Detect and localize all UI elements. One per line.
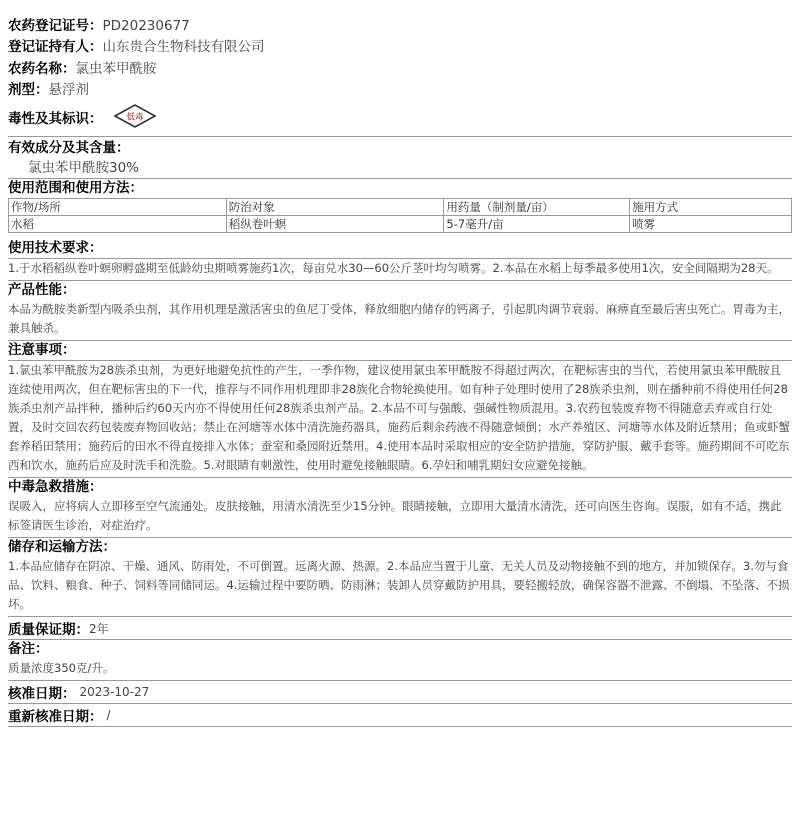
reapproval-date-value: / <box>106 708 111 722</box>
table-cell: 喷雾 <box>630 216 792 233</box>
holder-value: 山东贵合生物科技有限公司 <box>102 39 265 55</box>
approval-date-row <box>8 681 792 703</box>
performance-heading: 产品性能： <box>8 282 76 298</box>
table-header-cell: 防治对象 <box>226 199 444 216</box>
table-row <box>9 216 792 233</box>
remarks-heading: 备注： <box>8 641 49 657</box>
formulation-value: 悬浮剂 <box>48 82 89 98</box>
usage-table-header-row <box>9 199 792 216</box>
reg-no-value: PD20230677 <box>102 18 190 34</box>
name-row <box>8 57 792 78</box>
shelf-life-label: 质量保证期： <box>8 622 89 638</box>
first-aid-text: 误吸入，应将病人立即移至空气流通处。皮肤接触，用清水清洗至少15分钟。眼睛接触，立即用大量清水清洗，还可向医生咨询。误服，如有不适，携此标签请医生诊治，对症治疗。 <box>8 499 782 532</box>
approval-date-value: 2023-10-27 <box>79 685 150 699</box>
reapproval-date-row <box>8 704 792 726</box>
holder-label: 登记证持有人： <box>8 39 103 55</box>
low-toxicity-badge-icon <box>113 103 157 132</box>
table-cell: 水稻 <box>9 216 227 233</box>
formulation-label: 剂型： <box>8 82 49 98</box>
table-header-cell: 施用方式 <box>630 199 792 216</box>
low-toxicity-badge-text: 低毒 <box>125 112 144 122</box>
shelf-life-value: 2年 <box>89 621 109 636</box>
name-label: 农药名称： <box>8 61 76 77</box>
table-header-cell: 作物/场所 <box>9 199 227 216</box>
caution-heading: 注意事项： <box>8 342 76 358</box>
usage-table <box>8 198 792 233</box>
tech-text: 1.于水稻稻纵卷叶螟卵孵盛期至低龄幼虫期喷雾施药1次，每亩兑水30—60公斤茎叶均匀喷雾。2.本品在水稻上每季最多使用1次，安全间隔期为28天。 <box>8 261 779 275</box>
name-value: 氯虫苯甲酰胺 <box>75 61 157 77</box>
storage-text: 1.本品应储存在阴凉、干燥、通风、防雨处，不可倒置。远离火源、热源。2.本品应当置于儿童、无关人员及动物接触不到的地方，并加锁保存。3.勿与食品、饮料、粮食、种子、饲料等同储同运。4.运输过程中要防晒、防雨淋；装卸人员穿戴防护用具，要轻搬轻放，确保容器不泄露、不倒塌、不坠落、不损坏。 <box>8 559 790 611</box>
reg-no-row <box>8 14 792 35</box>
performance-text: 本品为酰胺类新型内吸杀虫剂，其作用机理是激活害虫的鱼尼丁受体，释放细胞内储存的钙离子，引起肌肉调节衰弱、麻痹直至最后害虫死亡。胃毒为主，兼具触杀。 <box>8 302 790 335</box>
divider <box>8 136 792 137</box>
divider <box>8 726 792 727</box>
ingredient-heading: 有效成分及其含量： <box>8 140 130 156</box>
first-aid-heading: 中毒急救措施： <box>8 479 103 495</box>
holder-row <box>8 35 792 57</box>
approval-date-label: 核准日期： <box>8 686 76 702</box>
shelf-life-row <box>8 617 792 639</box>
remarks-text: 质量浓度350克/升。 <box>8 661 115 675</box>
pesticide-label-page <box>8 14 792 790</box>
toxicity-row <box>8 100 792 134</box>
ingredient-value: 氯虫苯甲酰胺30% <box>28 160 140 176</box>
tech-heading: 使用技术要求： <box>8 240 103 256</box>
storage-heading: 储存和运输方法： <box>8 539 116 555</box>
reapproval-date-label: 重新核准日期： <box>8 709 103 725</box>
table-cell: 稻纵卷叶螟 <box>226 216 444 233</box>
table-cell: 5-7毫升/亩 <box>444 216 630 233</box>
caution-text: 1.氯虫苯甲酰胺为28族杀虫剂，为更好地避免抗性的产生，一季作物，建议使用氯虫苯甲酰胺不得超过两次，在靶标害虫的当代，若使用氯虫苯甲酰胺且连续使用两次，但在靶标害虫的下一代，推荐与不同作用机理即非28族化合物轮换使用。如有种子处理时使用了28族杀虫剂，则在播种前不得使用任何28族杀虫剂产品拌种，播种后约60天内亦不得使用任何28族杀虫剂产品。2.本品不可与强酸、强碱性物质混用。3.农药包装废弃物不得随意丢弃或自行处置，及时交回农药包装废弃物回收站；禁止在河塘等水体中清洗施药器具，施药后剩余药液不得随意倾倒；水产养殖区、河塘等水体及附近禁用；鱼或虾蟹套养稻田禁用；施药后的田水不得直接排入水体；蚕室和桑园附近禁用。4.使用本品时采取相应的安全防护措施，穿防护服、戴手套等。施药期间不可吃东西和饮水，施药后应及时洗手和洗脸。5.对眼睛有刺激性，使用时避免接触眼睛。6.孕妇和哺乳期妇女应避免接触。 <box>8 363 790 472</box>
formulation-row <box>8 78 792 100</box>
table-header-cell: 用药量（制剂量/亩） <box>444 199 630 216</box>
toxicity-label: 毒性及其标识： <box>8 111 103 127</box>
usage-heading: 使用范围和使用方法： <box>8 180 143 196</box>
reg-no-label: 农药登记证号： <box>8 18 103 34</box>
